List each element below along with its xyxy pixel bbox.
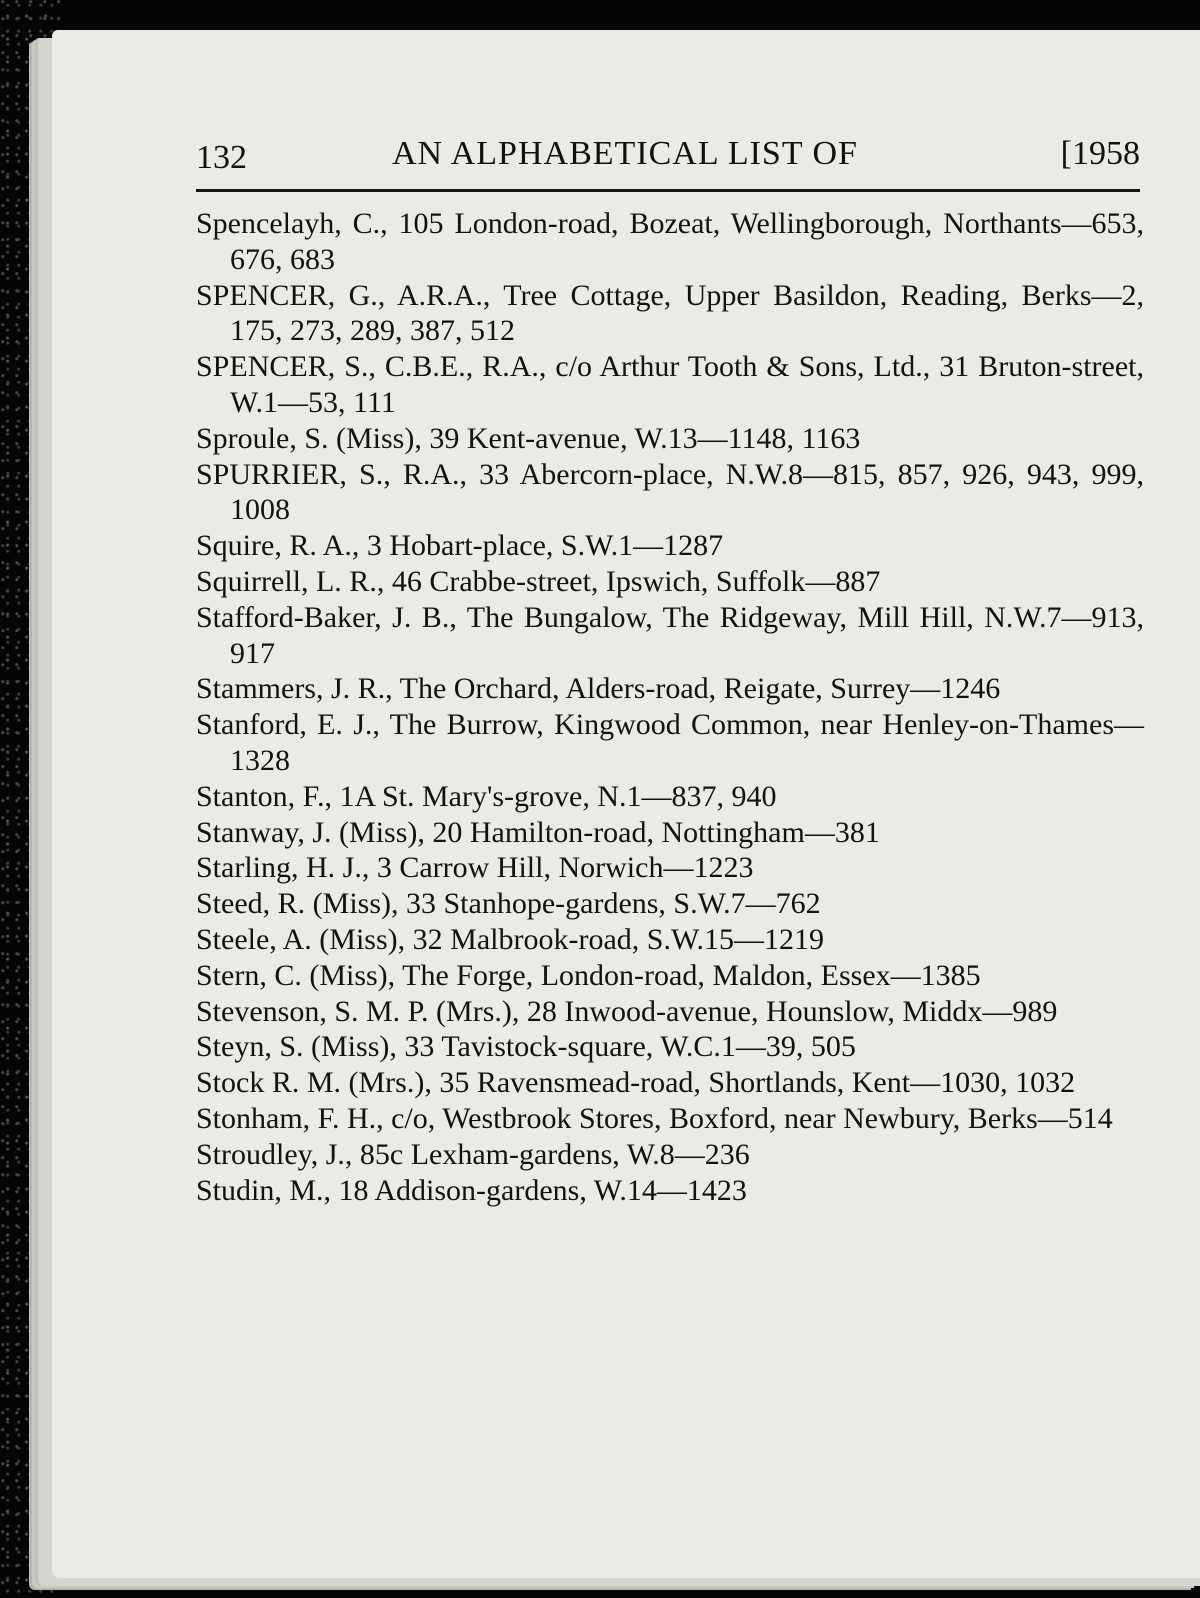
- page-number: 132: [196, 139, 247, 176]
- list-entry: Stonham, F. H., c/o, Westbrook Stores, Boxford, near Newbury, Berks—514: [196, 1101, 1113, 1135]
- list-entry: Stanton, F., 1A St. Mary's-grove, N.1—837, 940: [196, 779, 777, 813]
- list-entry: Starling, H. J., 3 Carrow Hill, Norwich—1223: [196, 851, 754, 885]
- list-entry: Steed, R. (Miss), 33 Stanhope-gardens, S.W.7—762: [196, 887, 821, 921]
- list-entry: Steele, A. (Miss), 32 Malbrook-road, S.W.15—1219: [196, 922, 825, 956]
- year-label: [1958: [1060, 135, 1140, 172]
- list-entry: Stanway, J. (Miss), 20 Hamilton-road, Nottingham—381: [196, 815, 880, 849]
- running-header: [196, 135, 1140, 181]
- list-entry: SPURRIER, S., R.A., 33 Abercorn-place, N.W.8—815, 857, 926, 943, 999, 1008: [196, 457, 1144, 527]
- list-entry: SPENCER, S., C.B.E., R.A., c/o Arthur Tooth & Sons, Ltd., 31 Bruton-street, W.1—53, 111: [196, 350, 1144, 419]
- list-entry: Sproule, S. (Miss), 39 Kent-avenue, W.13—1148, 1163: [196, 421, 861, 455]
- list-entry: Squirrell, L. R., 46 Crabbe-street, Ipswich, Suffolk—887: [196, 564, 881, 598]
- list-entry: Studin, M., 18 Addison-gardens, W.14—1423: [196, 1173, 747, 1207]
- header-rule: [196, 189, 1140, 192]
- list-entry: Stammers, J. R., The Orchard, Alders-road, Reigate, Surrey—1246: [196, 672, 1001, 706]
- entry-list: [196, 206, 1144, 1208]
- list-entry: Stroudley, J., 85c Lexham-gardens, W.8—236: [196, 1137, 750, 1171]
- list-entry: Stern, C. (Miss), The Forge, London-road, Maldon, Essex—1385: [196, 958, 981, 992]
- list-entry: Stanford, E. J., The Burrow, Kingwood Common, near Henley-on-Thames—1328: [196, 708, 1144, 777]
- page-title: AN ALPHABETICAL LIST OF: [392, 135, 858, 172]
- list-entry: SPENCER, G., A.R.A., Tree Cottage, Upper Basildon, Reading, Berks—2, 175, 273, 289, 387, 512: [196, 278, 1144, 348]
- list-entry: Stock R. M. (Mrs.), 35 Ravensmead-road, Shortlands, Kent—1030, 1032: [196, 1066, 1076, 1100]
- list-entry: Spencelayh, C., 105 London-road, Bozeat, Wellingborough, Northants—653, 676, 683: [196, 207, 1144, 276]
- list-entry: Squire, R. A., 3 Hobart-place, S.W.1—1287: [196, 529, 724, 563]
- list-entry: Stevenson, S. M. P. (Mrs.), 28 Inwood-avenue, Hounslow, Middx—989: [196, 994, 1058, 1028]
- list-entry: Steyn, S. (Miss), 33 Tavistock-square, W.C.1—39, 505: [196, 1030, 856, 1064]
- list-entry: Stafford-Baker, J. B., The Bungalow, The Ridgeway, Mill Hill, N.W.7—913, 917: [196, 600, 1144, 670]
